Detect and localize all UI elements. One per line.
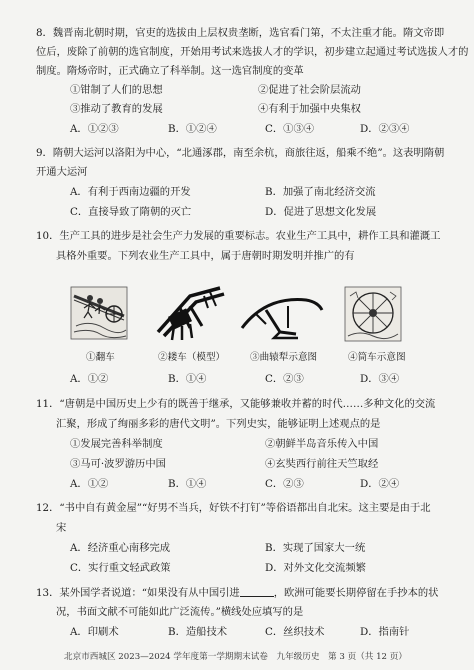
q11-choice-b[interactable]: B．①④	[168, 478, 207, 490]
caption-louche: ②耧车（模型）	[158, 352, 226, 363]
q8-choice-c[interactable]: C．①③④	[265, 123, 315, 135]
quyuanli-plough-illustration	[236, 288, 326, 340]
q13-choice-c[interactable]: C．丝织技术	[265, 626, 325, 638]
q9-choice-b[interactable]: B．加强了南北经济交流	[265, 186, 376, 198]
q9-stem-line-2: 开通大运河	[36, 166, 88, 178]
q11-item-1: ①发展完善科举制度	[70, 438, 163, 450]
q12-choice-a[interactable]: A．经济重心南移完成	[70, 542, 171, 554]
q11-stem-line-1: 11．“唐朝是中国历史上少有的既善于继承，又能够兼收并蓄的时代……多种文化的交流	[36, 398, 436, 410]
q12-choice-d[interactable]: D．对外文化交流频繁	[265, 562, 366, 574]
q8-stem-line-3: 制度。隋炀帝时，正式确立了科举制。这一选官制度的变革	[36, 65, 304, 77]
q10-choice-b[interactable]: B．①④	[168, 373, 207, 385]
q8-stem-line-2: 位后，废除了前朝的选官制度，开始用考试来选拔人才的学识，初步建立起通过考试选拔人才的	[36, 46, 469, 58]
q9-choice-d[interactable]: D．促进了思想文化发展	[265, 206, 377, 218]
q9-choice-c[interactable]: C．直接导致了隋朝的灭亡	[70, 206, 192, 218]
q12-stem-line-2: 宋	[56, 522, 67, 534]
q8-choice-a[interactable]: A．①②③	[70, 123, 119, 135]
q11-choice-c[interactable]: C．②③	[265, 478, 304, 490]
q11-choice-a[interactable]: A．①②	[70, 478, 109, 490]
q8-stem-line-1: 8．魏晋南北朝时期，官吏的选拔由上层权贵垄断，选官看门第，不太注重才能。隋文帝即	[36, 27, 445, 39]
q11-item-3: ③马可·波罗游历中国	[70, 458, 166, 470]
q10-choice-a[interactable]: A．①②	[70, 373, 109, 385]
q11-item-2: ②朝鲜半岛音乐传入中国	[265, 438, 379, 450]
q13-stem-line-1	[36, 586, 438, 600]
q8-item-2: ②促进了社会阶层流动	[258, 84, 361, 96]
q10-choice-d[interactable]: D．③④	[360, 373, 400, 385]
q10-stem-line-2: 具格外重要。下列农业生产工具中，属于唐朝时期发明并推广的有	[56, 250, 355, 262]
louche-model-illustration	[150, 282, 228, 344]
q13-choice-b[interactable]: B．造船技术	[168, 626, 228, 638]
caption-fanche: ①翻车	[86, 352, 115, 363]
q8-item-1: ①钳制了人们的思想	[70, 84, 163, 96]
page-footer: 北京市西城区 2023—2024 学年度第一学期期末试卷 九年级历史 第 3 页（共 12 页）	[64, 652, 407, 662]
q13-answer-blank	[240, 586, 274, 597]
q13-stem-pre: 13．某外国学者说道：“如果没有从中国引进	[36, 587, 240, 599]
q13-choice-a[interactable]: A．印刷术	[70, 626, 119, 638]
q8-item-4: ④有利于加强中央集权	[258, 103, 361, 115]
q13-stem-line-2: 况，书面文献不可能如此广泛流传。”横线处应填写的是	[56, 606, 304, 618]
caption-quyuanli: ③曲辕犁示意图	[250, 352, 318, 363]
q9-choice-a[interactable]: A．有利于西南边疆的开发	[70, 186, 191, 198]
q8-item-3: ③推动了教育的发展	[70, 103, 163, 115]
caption-tongche: ④筒车示意图	[348, 352, 406, 363]
q11-choice-d[interactable]: D．②④	[360, 478, 400, 490]
q10-stem-line-1: 10．生产工具的进步是社会生产力发展的重要标志。农业生产工具中，耕作工具和灌溉工	[36, 230, 441, 242]
q12-choice-b[interactable]: B．实现了国家大一统	[265, 542, 366, 554]
q8-choice-b[interactable]: B．①②④	[168, 123, 217, 135]
q11-item-4: ④玄奘西行前往天竺取经	[265, 458, 379, 470]
q9-stem-line-1: 9．隋朝大运河以洛阳为中心，“北通涿郡，南至余杭，商旅往返，船乘不绝”。这表明隋朝	[36, 147, 445, 159]
q13-choice-d[interactable]: D．指南针	[360, 626, 410, 638]
q8-choice-d[interactable]: D．②③④	[360, 123, 410, 135]
fanche-illustration	[70, 286, 128, 340]
q10-choice-c[interactable]: C．②③	[265, 373, 304, 385]
q12-stem-line-1: 12．“书中自有黄金屋”“好男不当兵，好铁不打钉”等俗语都出自北宋。这主要是由于北	[36, 502, 431, 514]
q13-stem-post: ，欧洲可能要长期停留在手抄本的状	[273, 587, 439, 599]
q12-choice-c[interactable]: C．实行重文轻武政策	[70, 562, 171, 574]
tongche-illustration	[344, 286, 402, 342]
q11-stem-line-2: 汇聚，形成了绚丽多彩的唐代文明”。下列史实，能够证明上述观点的是	[56, 418, 381, 430]
